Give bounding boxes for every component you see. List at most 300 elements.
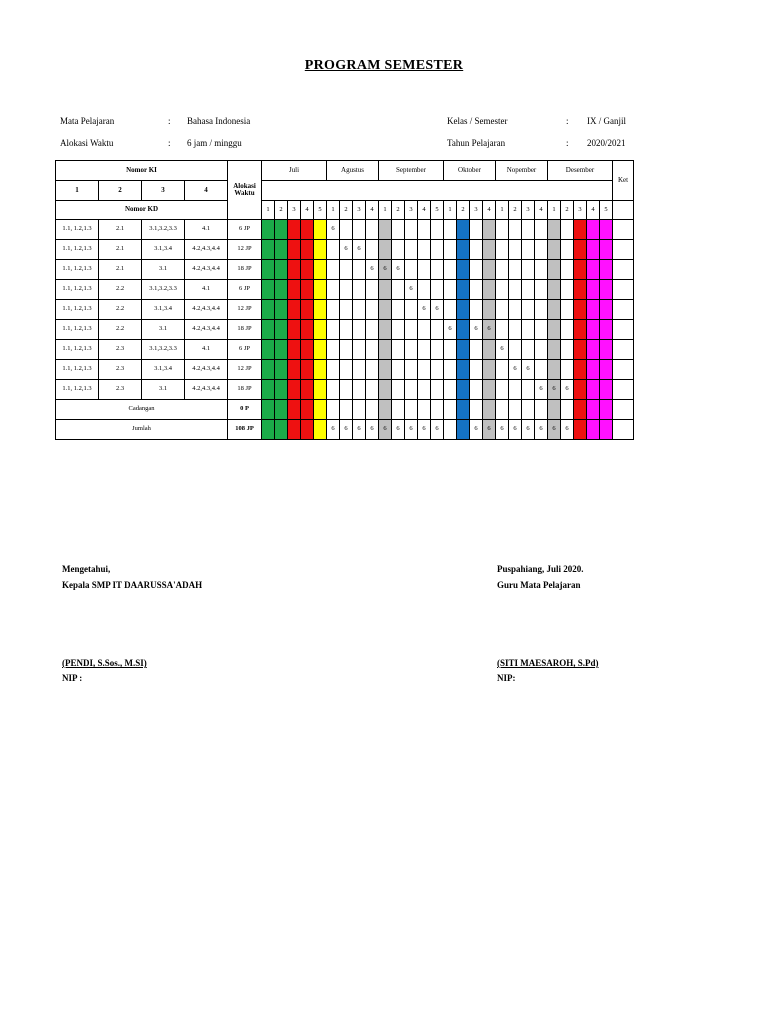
week-cell <box>457 240 470 260</box>
week-cell <box>483 360 496 380</box>
week-cell <box>587 400 600 420</box>
week-cell <box>587 220 600 240</box>
week-cell <box>587 260 600 280</box>
week-cell <box>327 320 340 340</box>
week-cell <box>314 420 327 440</box>
guru-title: Guru Mata Pelajaran <box>497 580 581 590</box>
week-cell <box>509 240 522 260</box>
month-spacer <box>262 181 613 201</box>
week-cell <box>587 320 600 340</box>
week-cell <box>288 340 301 360</box>
week-cell <box>431 360 444 380</box>
week-cell: 6 <box>444 320 457 340</box>
week-cell <box>431 280 444 300</box>
week-cell <box>301 400 314 420</box>
kd-ki2-cell: 2.3 <box>99 360 142 380</box>
alokasi-colon: : <box>168 138 171 148</box>
week-cell <box>262 400 275 420</box>
week-cell <box>379 220 392 240</box>
week-cell <box>470 220 483 240</box>
week-cell <box>405 320 418 340</box>
week-cell <box>301 300 314 320</box>
kd-ki1-cell: 1.1, 1.2,1.3 <box>56 320 99 340</box>
week-number: 4 <box>301 201 314 220</box>
kd-ki3-cell: 3.1 <box>142 260 185 280</box>
week-cell <box>496 240 509 260</box>
week-cell <box>314 300 327 320</box>
week-cell: 6 <box>496 420 509 440</box>
week-number: 1 <box>496 201 509 220</box>
week-cell <box>496 260 509 280</box>
week-cell <box>418 340 431 360</box>
week-cell <box>548 240 561 260</box>
week-cell <box>548 300 561 320</box>
jumlah-alokasi: 108 JP <box>228 420 262 440</box>
week-cell <box>522 220 535 240</box>
week-cell <box>366 300 379 320</box>
week-cell <box>431 220 444 240</box>
week-cell <box>418 360 431 380</box>
kd-ki3-cell: 3.1,3.4 <box>142 360 185 380</box>
week-cell <box>366 360 379 380</box>
week-cell <box>301 360 314 380</box>
week-cell <box>470 280 483 300</box>
week-cell: 6 <box>366 420 379 440</box>
kd-ki4-cell: 4.1 <box>185 220 228 240</box>
ket-cell <box>613 280 634 300</box>
week-cell <box>431 400 444 420</box>
week-cell <box>548 400 561 420</box>
week-cell: 6 <box>392 420 405 440</box>
week-number: 1 <box>379 201 392 220</box>
week-cell <box>327 300 340 320</box>
week-cell: 6 <box>509 420 522 440</box>
week-cell <box>574 420 587 440</box>
week-cell <box>379 360 392 380</box>
week-number: 1 <box>262 201 275 220</box>
week-cell <box>535 260 548 280</box>
kd-ki3-cell: 3.1 <box>142 380 185 400</box>
week-cell <box>301 280 314 300</box>
week-cell: 6 <box>340 420 353 440</box>
kd-ki3-cell: 3.1,3.2,3.3 <box>142 340 185 360</box>
week-cell <box>574 320 587 340</box>
kd-ki2-cell: 2.2 <box>99 300 142 320</box>
week-cell <box>275 420 288 440</box>
week-cell <box>574 280 587 300</box>
week-cell <box>353 260 366 280</box>
week-cell <box>288 360 301 380</box>
week-cell <box>431 380 444 400</box>
week-cell <box>418 380 431 400</box>
week-cell <box>379 280 392 300</box>
week-cell <box>470 340 483 360</box>
week-cell <box>457 260 470 280</box>
ket-cell <box>613 420 634 440</box>
week-cell <box>574 260 587 280</box>
ki-col-3: 3 <box>142 181 185 201</box>
week-number: 2 <box>509 201 522 220</box>
week-cell <box>405 220 418 240</box>
kepala-sekolah-title: Kepala SMP IT DAARUSSA'ADAH <box>62 580 203 590</box>
alokasi-cell: 12 JP <box>228 360 262 380</box>
week-cell <box>509 320 522 340</box>
week-cell <box>522 240 535 260</box>
week-cell <box>275 360 288 380</box>
week-cell: 6 <box>470 420 483 440</box>
kd-ki4-cell: 4.2,4.3,4.4 <box>185 260 228 280</box>
week-cell <box>366 320 379 340</box>
week-cell <box>483 280 496 300</box>
week-cell <box>600 380 613 400</box>
alokasi-cell: 12 JP <box>228 240 262 260</box>
week-cell <box>353 320 366 340</box>
week-cell <box>574 240 587 260</box>
table-row <box>56 260 634 280</box>
week-cell <box>392 380 405 400</box>
week-cell <box>275 280 288 300</box>
week-cell <box>574 360 587 380</box>
week-cell <box>301 380 314 400</box>
week-cell <box>314 340 327 360</box>
week-cell <box>561 240 574 260</box>
table-row <box>56 340 634 360</box>
tahun-value: 2020/2021 <box>587 138 626 148</box>
ket-cell <box>613 220 634 240</box>
week-cell <box>483 260 496 280</box>
week-cell <box>301 220 314 240</box>
week-cell <box>262 240 275 260</box>
week-cell <box>301 340 314 360</box>
week-number: 2 <box>457 201 470 220</box>
week-cell <box>340 360 353 380</box>
jumlah-label: Jumlah <box>56 420 228 440</box>
week-cell <box>561 400 574 420</box>
week-cell <box>470 300 483 320</box>
week-cell <box>288 400 301 420</box>
week-cell <box>392 340 405 360</box>
week-cell <box>431 320 444 340</box>
week-number: 5 <box>600 201 613 220</box>
kd-ki2-cell: 2.1 <box>99 260 142 280</box>
week-cell <box>470 360 483 380</box>
week-number: 5 <box>314 201 327 220</box>
week-cell: 6 <box>561 420 574 440</box>
kd-ki3-cell: 3.1 <box>142 320 185 340</box>
week-cell <box>392 400 405 420</box>
week-cell: 6 <box>431 420 444 440</box>
week-cell: 6 <box>470 320 483 340</box>
week-number: 1 <box>327 201 340 220</box>
week-cell <box>509 380 522 400</box>
cadangan-row <box>56 400 634 420</box>
week-cell <box>288 260 301 280</box>
week-cell <box>496 380 509 400</box>
ket-cell <box>613 380 634 400</box>
month-nopember: Nopember <box>496 161 548 181</box>
week-cell: 6 <box>327 420 340 440</box>
week-cell <box>418 320 431 340</box>
month-september: September <box>379 161 444 181</box>
week-cell <box>340 380 353 400</box>
week-number: 3 <box>288 201 301 220</box>
kd-ki4-cell: 4.2,4.3,4.4 <box>185 320 228 340</box>
week-cell <box>340 320 353 340</box>
week-cell <box>600 320 613 340</box>
week-cell <box>548 260 561 280</box>
week-cell <box>600 420 613 440</box>
week-cell <box>262 320 275 340</box>
week-number: 3 <box>470 201 483 220</box>
week-number: 2 <box>340 201 353 220</box>
week-cell <box>483 340 496 360</box>
week-cell <box>327 340 340 360</box>
week-cell: 6 <box>522 420 535 440</box>
ket-cell <box>613 400 634 420</box>
week-cell <box>509 400 522 420</box>
kd-ki4-cell: 4.2,4.3,4.4 <box>185 360 228 380</box>
week-cell <box>561 260 574 280</box>
week-cell <box>418 400 431 420</box>
kd-ki2-cell: 2.3 <box>99 380 142 400</box>
week-cell: 6 <box>548 380 561 400</box>
week-cell <box>587 240 600 260</box>
alokasi-label: Alokasi Waktu <box>60 138 114 148</box>
week-cell <box>366 400 379 420</box>
week-cell <box>288 380 301 400</box>
week-cell <box>288 420 301 440</box>
week-cell: 6 <box>353 420 366 440</box>
week-cell <box>457 220 470 240</box>
week-number: 1 <box>444 201 457 220</box>
week-cell <box>314 280 327 300</box>
week-cell: 6 <box>392 260 405 280</box>
week-cell: 6 <box>418 420 431 440</box>
week-cell <box>340 340 353 360</box>
week-cell <box>405 360 418 380</box>
week-cell <box>522 380 535 400</box>
week-cell <box>262 380 275 400</box>
week-cell <box>431 240 444 260</box>
week-cell <box>444 280 457 300</box>
alokasi-cell: 18 JP <box>228 380 262 400</box>
week-cell <box>587 380 600 400</box>
week-cell <box>366 380 379 400</box>
week-cell <box>470 240 483 260</box>
kd-ki4-cell: 4.1 <box>185 340 228 360</box>
ket-cell <box>613 320 634 340</box>
ket-cell <box>613 260 634 280</box>
week-number: 4 <box>418 201 431 220</box>
week-cell <box>483 240 496 260</box>
week-cell: 6 <box>431 300 444 320</box>
week-cell: 6 <box>535 420 548 440</box>
week-cell <box>535 320 548 340</box>
week-cell <box>509 260 522 280</box>
week-number: 4 <box>366 201 379 220</box>
week-cell <box>405 400 418 420</box>
week-cell: 6 <box>535 380 548 400</box>
week-cell <box>314 360 327 380</box>
week-cell <box>483 300 496 320</box>
ket-cell <box>613 340 634 360</box>
week-cell <box>457 340 470 360</box>
week-cell <box>522 260 535 280</box>
week-cell <box>470 400 483 420</box>
week-cell <box>509 300 522 320</box>
week-cell <box>574 220 587 240</box>
week-cell <box>301 260 314 280</box>
week-cell <box>366 340 379 360</box>
ki-col-4: 4 <box>185 181 228 201</box>
week-cell <box>522 280 535 300</box>
week-cell <box>275 340 288 360</box>
week-number: 2 <box>392 201 405 220</box>
week-cell: 6 <box>379 420 392 440</box>
week-cell <box>496 320 509 340</box>
week-cell <box>522 400 535 420</box>
week-cell <box>392 240 405 260</box>
week-cell <box>444 220 457 240</box>
week-cell <box>327 240 340 260</box>
week-cell <box>470 380 483 400</box>
mapel-label: Mata Pelajaran <box>60 116 115 126</box>
week-cell <box>600 360 613 380</box>
ket-cell <box>613 201 634 220</box>
week-cell <box>301 320 314 340</box>
kd-ki3-cell: 3.1,3.2,3.3 <box>142 220 185 240</box>
week-cell <box>353 400 366 420</box>
week-cell <box>327 380 340 400</box>
week-cell <box>587 280 600 300</box>
week-cell <box>444 300 457 320</box>
page-title: PROGRAM SEMESTER <box>304 58 464 73</box>
week-cell <box>600 280 613 300</box>
week-cell <box>288 320 301 340</box>
week-number: 3 <box>405 201 418 220</box>
week-cell <box>431 340 444 360</box>
week-cell <box>509 220 522 240</box>
week-cell <box>522 340 535 360</box>
week-cell <box>444 340 457 360</box>
week-cell <box>535 360 548 380</box>
mapel-colon: : <box>168 116 171 126</box>
week-cell <box>444 260 457 280</box>
week-cell <box>314 240 327 260</box>
nomor-ki-header: Nomor KI <box>56 161 228 181</box>
week-cell <box>379 320 392 340</box>
week-cell: 6 <box>353 240 366 260</box>
week-number: 2 <box>275 201 288 220</box>
week-cell: 6 <box>327 220 340 240</box>
week-cell <box>366 280 379 300</box>
week-cell <box>353 360 366 380</box>
week-cell <box>600 340 613 360</box>
week-cell <box>600 220 613 240</box>
week-cell <box>535 300 548 320</box>
week-cell <box>496 360 509 380</box>
week-cell <box>535 240 548 260</box>
alokasi-value: 6 jam / minggu <box>187 138 242 148</box>
week-cell <box>535 220 548 240</box>
week-cell: 6 <box>340 240 353 260</box>
week-cell <box>444 380 457 400</box>
week-cell: 6 <box>366 260 379 280</box>
week-number: 4 <box>587 201 600 220</box>
week-cell <box>587 300 600 320</box>
week-cell <box>340 400 353 420</box>
week-cell <box>548 280 561 300</box>
week-cell <box>457 320 470 340</box>
week-cell <box>327 360 340 380</box>
table-row <box>56 280 634 300</box>
week-cell <box>366 220 379 240</box>
week-number: 3 <box>353 201 366 220</box>
week-cell <box>314 320 327 340</box>
week-cell: 6 <box>548 420 561 440</box>
week-cell <box>600 260 613 280</box>
week-cell <box>353 220 366 240</box>
week-cell <box>379 240 392 260</box>
week-cell <box>262 300 275 320</box>
ket-cell <box>613 300 634 320</box>
ki-col-2: 2 <box>99 181 142 201</box>
kepala-sekolah-nip: NIP : <box>62 673 83 683</box>
week-cell <box>496 220 509 240</box>
week-number: 5 <box>431 201 444 220</box>
kd-ki1-cell: 1.1, 1.2,1.3 <box>56 280 99 300</box>
week-cell <box>340 300 353 320</box>
nomor-kd-header: Nomor KD <box>56 201 228 220</box>
week-cell <box>275 240 288 260</box>
alokasi-waktu-header: Alokasi Waktu <box>228 161 262 220</box>
week-cell <box>301 420 314 440</box>
week-cell <box>353 380 366 400</box>
week-cell <box>457 360 470 380</box>
alokasi-cell: 18 JP <box>228 260 262 280</box>
week-cell <box>587 360 600 380</box>
week-cell <box>535 340 548 360</box>
ket-cell <box>613 360 634 380</box>
kd-ki4-cell: 4.2,4.3,4.4 <box>185 300 228 320</box>
table-row <box>56 360 634 380</box>
week-cell <box>262 340 275 360</box>
week-cell <box>496 300 509 320</box>
kelas-value: IX / Ganjil <box>587 116 626 126</box>
week-cell <box>314 260 327 280</box>
week-cell: 6 <box>509 360 522 380</box>
week-cell <box>301 240 314 260</box>
week-cell <box>587 420 600 440</box>
week-cell <box>457 420 470 440</box>
week-cell <box>496 280 509 300</box>
week-cell <box>262 420 275 440</box>
week-cell <box>457 380 470 400</box>
week-cell <box>262 220 275 240</box>
week-cell <box>288 280 301 300</box>
kd-ki1-cell: 1.1, 1.2,1.3 <box>56 300 99 320</box>
week-cell <box>353 280 366 300</box>
week-number: 4 <box>483 201 496 220</box>
kd-ki1-cell: 1.1, 1.2,1.3 <box>56 340 99 360</box>
week-cell <box>288 240 301 260</box>
alokasi-cell: 12 JP <box>228 300 262 320</box>
week-cell <box>327 400 340 420</box>
kd-ki2-cell: 2.2 <box>99 280 142 300</box>
week-cell <box>405 260 418 280</box>
kd-ki2-cell: 2.3 <box>99 340 142 360</box>
week-cell: 6 <box>561 380 574 400</box>
